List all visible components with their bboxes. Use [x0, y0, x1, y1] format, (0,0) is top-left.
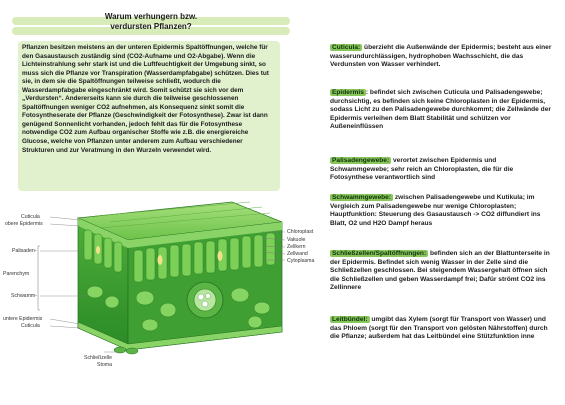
term-label: Schwammgewebe: — [332, 194, 391, 201]
label-stoma: Stoma — [97, 362, 112, 368]
term-description: befinden sich an der Blattunterseite in der Epidermis. Befindet sich wenig Wasser in der Zelle sind die Schließzellen geschlossen. Bei steigendem Wassergehalt öffnen sich die Schließzellen und geben Wasserdampf frei; Dafür strömt CO2 ins Zellinnere — [330, 250, 550, 292]
label-lower-epidermis: untere Epidermis — [3, 316, 43, 322]
label-cuticula-bottom: Cuticula — [21, 323, 40, 329]
label-chloroplast: Chloroplast — [287, 229, 314, 235]
term-label: Leitbündel: — [332, 316, 368, 323]
term-description: : befindet sich zwischen Cuticula und Palisadengewebe; durchsichtig, es befinden sich keine Chloroplasten in der Epidermis, sodass Licht zu den Palisadengewebe durchkommt; die Zellwände der Epidermis verleihen dem Blatt Stabilität und schützen vor Außeneinflüssen — [330, 89, 551, 131]
label-spongy: Schwamm- — [11, 293, 37, 299]
term-label: Epidermis — [332, 89, 364, 96]
intro-box — [18, 41, 280, 191]
label-nucleus: Zellkern — [287, 244, 306, 250]
page-title — [12, 12, 290, 34]
page-title-text: Warum verhungern bzw. verdursten Pflanzen? — [104, 12, 198, 31]
term-label: Schließzellen/Spaltöffnungen: — [332, 250, 427, 257]
label-palisade: Palisaden- — [12, 248, 37, 254]
term-schliesszellen — [330, 250, 555, 293]
label-upper-epidermis: obere Epidermis — [5, 221, 43, 227]
label-cytoplasm: Cytoplasma — [287, 258, 315, 264]
leaf-illustration — [0, 200, 320, 400]
term-schwammgewebe — [330, 194, 555, 228]
label-parenchyma: Parenchym — [3, 271, 30, 277]
term-description: umgibt das Xylem (sorgt für Transport von Wasser) und das Phloem (sorgt für den Transport von gelösten Nährstoffen) durch die Pflanze; außerdem hat das Leitbündel eine Stützfunktion inne — [330, 316, 548, 341]
term-label: Cuticula: — [332, 44, 361, 51]
term-cuticula — [330, 44, 555, 70]
term-epidermis — [330, 89, 555, 132]
label-vacuole: Vakuole — [287, 237, 306, 243]
leaf-cross-section — [0, 200, 320, 400]
term-palisadengewebe — [330, 157, 555, 183]
term-description: überzieht die Außenwände der Epidermis; besteht aus einer wasserundurchlässigen, hydrophoben Wachsschicht, die das Verdunsten von Wasser verhindert. — [330, 44, 552, 69]
label-cell-wall: Zellwand — [287, 251, 308, 257]
intro-text: Pflanzen besitzen meistens an der unteren Epidermis Spaltöffnungen, welche für den Gasaustausch zuständig sind (CO2-Aufname und O2-Abgabe). Wenn die Lichteinstrahlung sehr stark ist und die Luftfeuchtigkeit der Umgebung sinkt, so muss sich die Pflanze vor Transpiration (Wasserdampfabgabe) schützen. Dies tut sie, in dem sie die Spaltöffnungen teilweise schließt, wodurch die Wasserdampfabgabe eingeschränkt wird. Somit schützt sie sich vor dem „Verdursten“. Andererseits kann sie durch die teilweise geschlossenen Spaltöffnungen weniger CO2 aufnehmen, als Konsequenz sinkt somit die Fotosyntheserate der Pflanze (Geschwindigkeit der Fotosynthese). Zwar ist dann genügend Sonnenlicht vorhanden, jedoch fehlt das für die Fotosynthese notwendige CO2 zum Aufbau organischer Stoffe wie z.B. die energiereiche Glucose, welche von Pflanzen unter anderem zum Aufbau verschiedener Strukturen und zur Veratmung in den Wurzeln verwendet wird. — [22, 44, 269, 154]
label-cuticula-top: Cuticula — [21, 214, 40, 220]
term-description: zwischen Palisadengewebe und Kutikula; im Vergleich zum Palisadengewebe nur wenige Chloroplasten; Hauptfunktion: Steuerung des Gasaustausch -> CO2 diffundiert ins Blatt, O2 und H2O Dampf heraus — [330, 194, 541, 227]
term-leitbuendel — [330, 316, 555, 342]
label-guard-cell: Schließzelle — [84, 355, 112, 361]
term-description: verortet zwischen Epidermis und Schwammgewebe; sehr reich an Chloroplasten, die für die Fotosynthese verantwortlich sind — [330, 157, 514, 182]
term-label: Palisadengewebe: — [332, 157, 390, 164]
